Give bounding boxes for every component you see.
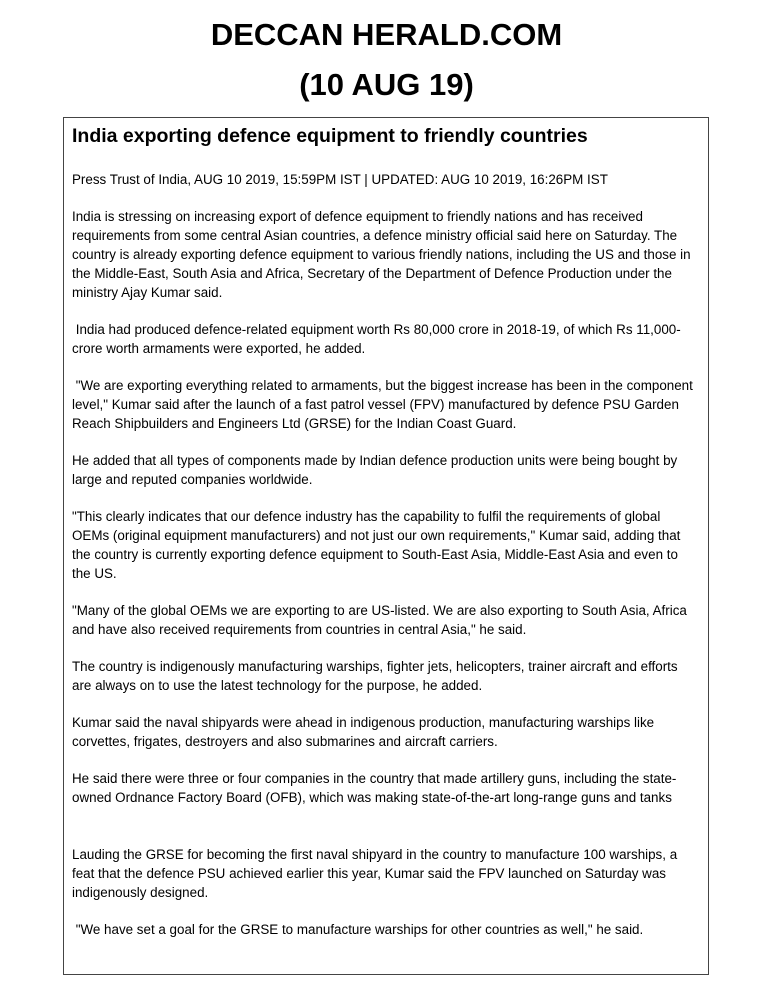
- article-paragraph: India is stressing on increasing export of defence equipment to friendly nations and has received requirements from some central Asian countries, a defence ministry official said here on Saturday. The country is already exporting defence equipment to various friendly nations, including the US and those in the Middle-East, South Asia and Africa, Secretary of the Department of Defence Production under the ministry Ajay Kumar said.: [72, 209, 695, 300]
- article-box: [63, 117, 709, 975]
- article-paragraph: India had produced defence-related equipment worth Rs 80,000 crore in 2018-19, of which Rs 11,000-crore worth armaments were exported, he added.: [72, 322, 681, 356]
- article-paragraph: He said there were three or four companies in the country that made artillery guns, including the state-owned Ordnance Factory Board (OFB), which was making state-of-the-art long-range guns and tanks: [72, 771, 677, 805]
- article-paragraph: "We are exporting everything related to armaments, but the biggest increase has been in the component level," Kumar said after the launch of a fast patrol vessel (FPV) manufactured by defence PSU Garden Reach Shipbuilders and Engineers Ltd (GRSE) for the Indian Coast Guard.: [72, 378, 697, 431]
- article-byline: Press Trust of India, AUG 10 2019, 15:59PM IST | UPDATED: AUG 10 2019, 16:26PM IST: [72, 172, 608, 187]
- masthead: [0, 10, 773, 110]
- article-headline: India exporting defence equipment to friendly countries: [72, 125, 588, 147]
- article-paragraph: "Many of the global OEMs we are exporting to are US-listed. We are also exporting to South Asia, Africa and have also received requirements from countries in central Asia," he said.: [72, 603, 691, 637]
- article-paragraph: The country is indigenously manufacturing warships, fighter jets, helicopters, trainer aircraft and efforts are always on to use the latest technology for the purpose, he added.: [72, 659, 682, 693]
- article-paragraph: "This clearly indicates that our defence industry has the capability to fulfil the requirements of global OEMs (original equipment manufacturers) and not just our own requirements," Kumar said, adding that the country is currently exporting defence equipment to South-East Asia, Middle-East Asia and even to the US.: [72, 509, 685, 581]
- article-paragraph: "We have set a goal for the GRSE to manufacture warships for other countries as well," he said.: [72, 922, 644, 937]
- publication-name: DECCAN HERALD.COM: [210, 17, 563, 52]
- publication-date: (10 AUG 19): [299, 67, 474, 102]
- article-paragraph: Lauding the GRSE for becoming the first naval shipyard in the country to manufacture 100 warships, a feat that the defence PSU achieved earlier this year, Kumar said the FPV launched on Saturday was indigenously designed.: [72, 847, 681, 900]
- article-paragraph: Kumar said the naval shipyards were ahead in indigenous production, manufacturing warships like corvettes, frigates, destroyers and also submarines and aircraft carriers.: [72, 715, 658, 749]
- article-paragraph: He added that all types of components made by Indian defence production units were being bought by large and reputed companies worldwide.: [72, 453, 681, 487]
